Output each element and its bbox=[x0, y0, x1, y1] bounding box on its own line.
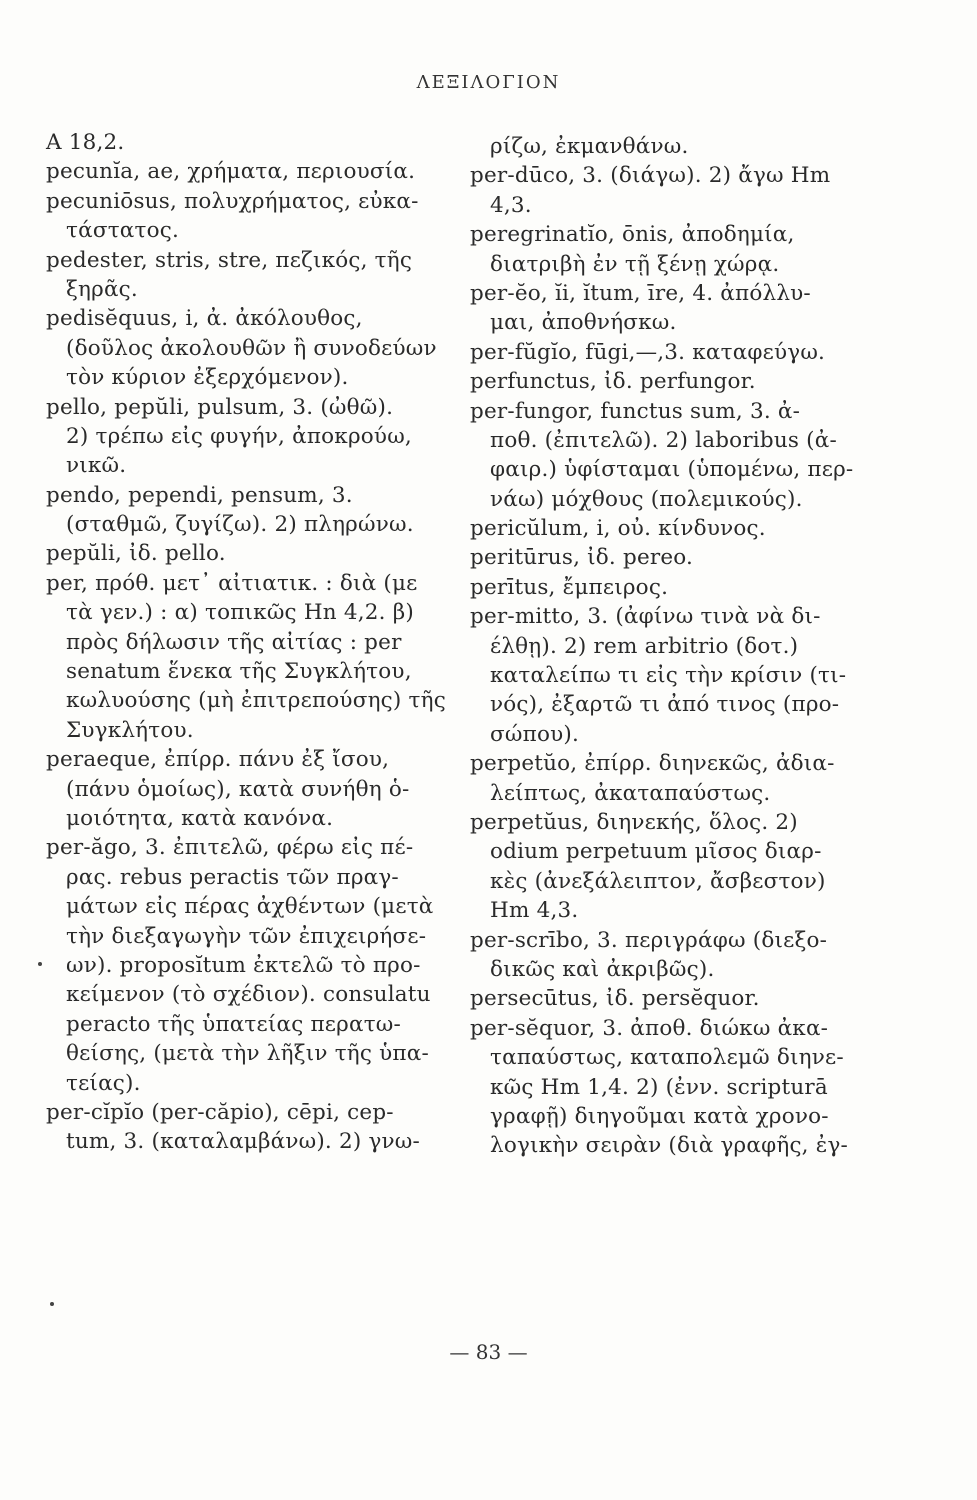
text-line: 4,3. bbox=[490, 192, 532, 218]
text-line: peritūrus, ἰδ. pereo. bbox=[470, 545, 694, 571]
text-line: per-dūco, 3. (διάγω). 2) ἄγω Hm bbox=[470, 163, 831, 189]
text-line: ρας. rebus peractis τῶν πραγ- bbox=[66, 864, 399, 890]
text-line: τὰ γεν.) : α) τοπικῶς Hn 4,2. β) bbox=[66, 600, 414, 626]
text-line: γραφῇ) διηγοῦμαι κατὰ χρονο- bbox=[490, 1103, 829, 1129]
text-line: pendo, pependi, pensum, 3. bbox=[46, 482, 353, 508]
text-line: pericŭlum, i, οὐ. κίνδυνος. bbox=[470, 516, 766, 542]
text-line: έλθῃ). 2) rem arbitrio (δοτ.) bbox=[490, 633, 799, 659]
text-line: διατριβὴ ἐν τῇ ξένῃ χώρᾳ. bbox=[490, 251, 780, 277]
text-line: per-fungor, functus sum, 3. ἀ- bbox=[470, 398, 801, 424]
text-line: νός), ἐξαρτῶ τι ἀπό τινος (προ- bbox=[490, 692, 840, 718]
text-line: ρίζω, ἐκμανθάνω. bbox=[490, 134, 689, 159]
text-line: ποθ. (ἐπιτελῶ). 2) laboribus (ἀ- bbox=[490, 427, 837, 453]
margin-dot bbox=[38, 962, 42, 966]
text-line: (δοῦλος ἀκολουθῶν ἢ συνοδεύων bbox=[66, 335, 437, 361]
text-line: perpetŭo, ἐπίρρ. διηνεκῶς, ἀδια- bbox=[470, 751, 835, 777]
text-line: θείσης, (μετὰ τὴν λῆξιν τῆς ὑπα- bbox=[66, 1041, 429, 1067]
text-line: κῶς Hm 1,4. 2) (ἐνν. scripturā bbox=[490, 1074, 828, 1100]
text-line: pello, pepŭli, pulsum, 3. (ὠθῶ). bbox=[46, 394, 394, 420]
text-line: 2) τρέπω εἰς φυγήν, ἀποκρούω, bbox=[66, 423, 412, 449]
left-column bbox=[46, 128, 466, 1157]
text-line: pedester, stris, stre, πεζικός, τῆς bbox=[46, 247, 413, 273]
text-line: A 18,2. bbox=[46, 130, 125, 155]
text-line: per-sĕquor, 3. ἀποθ. διώκω ἀκα- bbox=[470, 1015, 829, 1041]
text-line: νάω) μόχθους (πολεμικούς). bbox=[490, 486, 803, 512]
text-line: perpetŭus, διηνεκής, ὅλος. 2) bbox=[470, 809, 798, 835]
text-line: τὴν διεξαγωγὴν τῶν ἐπιχειρήσε- bbox=[66, 923, 427, 949]
text-line: σώπου). bbox=[490, 721, 579, 747]
text-line: (σταθμῶ, ζυγίζω). 2) πληρώνω. bbox=[66, 512, 414, 538]
text-line: ων). proposĭtum ἐκτελῶ τὸ προ- bbox=[66, 952, 421, 978]
text-line: μάτων εἰς πέρας ἀχθέντων (μετὰ bbox=[66, 894, 434, 920]
text-line: (πάνυ ὁμοίως), κατὰ συνήθη ὁ- bbox=[66, 776, 410, 802]
text-line: per-cĭpĭo (per-căpio), cēpi, cep- bbox=[46, 1099, 394, 1125]
text-line: pecuniōsus, πολυχρήματος, εὐκα- bbox=[46, 188, 419, 214]
text-line: peracto τῆς ὑπατείας περατω- bbox=[66, 1011, 401, 1037]
text-line: odium perpetuum μῖσος διαρ- bbox=[490, 839, 822, 865]
text-line: κωλυούσης (μὴ ἐπιτρεπούσης) τῆς bbox=[66, 688, 446, 714]
text-line: pecunĭa, ae, χρήματα, περιουσία. bbox=[46, 159, 416, 185]
text-line: peraeque, ἐπίρρ. πάνυ ἐξ ἴσου, bbox=[46, 747, 390, 773]
text-line: μοιότητα, κατὰ κανόνα. bbox=[66, 805, 334, 831]
text-line: per-ĕo, ĭi, ĭtum, īre, 4. ἀπόλλυ- bbox=[470, 280, 811, 306]
text-line: perfunctus, ἰδ. perfungor. bbox=[470, 369, 756, 395]
text-line: pedisĕquus, i, ἀ. ἀκόλουθος, bbox=[46, 306, 363, 332]
text-line: senatum ἕνεκα τῆς Συγκλήτου, bbox=[66, 659, 412, 685]
text-line: persecūtus, ἰδ. persĕquor. bbox=[470, 986, 760, 1012]
text-line: πρὸς δήλωσιν τῆς αἰτίας : per bbox=[66, 629, 402, 655]
text-line: τείας). bbox=[66, 1070, 141, 1096]
text-line: φαιρ.) ὑφίσταμαι (ὑπομένω, περ- bbox=[490, 457, 854, 483]
text-line: per-scrībo, 3. περιγράφω (διεξο- bbox=[470, 927, 828, 953]
text-line: μαι, ἀποθνήσκω. bbox=[490, 310, 677, 336]
text-line: κείμενον (τὸ σχέδιον). consulatu bbox=[66, 982, 431, 1008]
text-line: Συγκλήτου. bbox=[66, 717, 194, 743]
text-line: δικῶς καὶ ἀκριβῶς). bbox=[490, 956, 715, 982]
text-line: κὲς (ἀνεξάλειπτον, ἄσβεστον) bbox=[490, 868, 826, 894]
text-line: pepŭli, ἰδ. pello. bbox=[46, 541, 226, 567]
text-line: λείπτως, ἀκαταπαύστως. bbox=[490, 780, 771, 806]
text-line: tum, 3. (καταλαμβάνω). 2) γνω- bbox=[66, 1129, 420, 1155]
text-line: Hm 4,3. bbox=[490, 898, 579, 924]
text-line: per-mitto, 3. (ἀφίνω τινὰ νὰ δι- bbox=[470, 604, 821, 630]
page-number: — 83 — bbox=[449, 1340, 528, 1364]
text-line: τὸν κύριον ἐξερχόμενον). bbox=[66, 365, 349, 391]
text-line: per-ăgo, 3. ἐπιτελῶ, φέρω εἰς πέ- bbox=[46, 835, 414, 861]
margin-dot bbox=[50, 1302, 54, 1306]
text-line: ταπαύστως, καταπολεμῶ διηνε- bbox=[490, 1045, 844, 1071]
text-line: λογικὴν σειρὰν (διὰ γραφῆς, ἐγ- bbox=[490, 1133, 848, 1159]
text-line: peregrinatĭo, ōnis, ἀποδημία, bbox=[470, 222, 795, 248]
right-column bbox=[470, 132, 900, 1161]
text-line: per-fŭgĭo, fūgi,—,3. καταφεύγω. bbox=[470, 339, 826, 365]
text-line: τάστατος. bbox=[66, 218, 180, 244]
text-line: ξηρᾶς. bbox=[66, 276, 138, 302]
text-line: νικῶ. bbox=[66, 453, 127, 479]
page-header: ΛΕΞΙΛΟΓΙΟΝ bbox=[416, 72, 561, 93]
text-line: perītus, ἔμπειρος. bbox=[470, 574, 669, 600]
text-line: καταλείπω τι εἰς τὴν κρίσιν (τι- bbox=[490, 663, 847, 689]
text-line: per, πρόθ. μετ᾿ αἰτιατικ. : διὰ (με bbox=[46, 570, 418, 596]
